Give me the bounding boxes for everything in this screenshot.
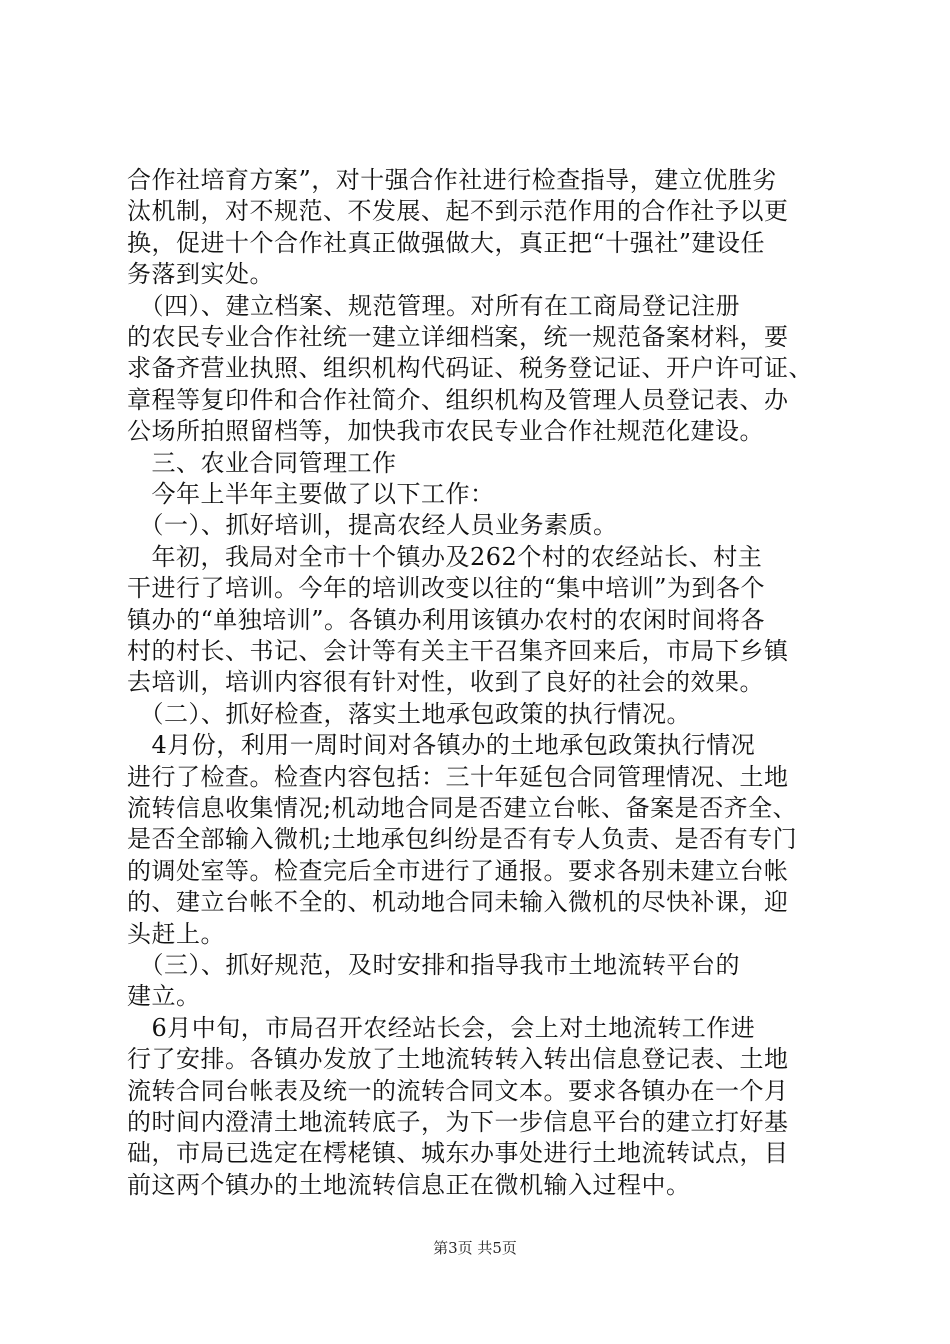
text-line: 4月份，利用一周时间对各镇办的土地承包政策执行情况 <box>127 731 756 760</box>
text-line: 章程等复印件和合作社简介、组织机构及管理人员登记表、办 <box>127 385 789 414</box>
text-line: 合作社培育方案”，对十强合作社进行检查指导，建立优胜劣 <box>127 166 777 194</box>
text-line: 镇办的“单独培训”。各镇办利用该镇办农村的农闲时间将各 <box>127 605 766 634</box>
text-line: 务落到实处。 <box>127 260 274 289</box>
text-line: 前这两个镇办的土地流转信息正在微机输入过程中。 <box>127 1170 691 1199</box>
text-line: 今年上半年主要做了以下工作： <box>127 480 495 508</box>
page-footer: 第3页 共5页 <box>433 1239 517 1257</box>
text-line: 头赶上。 <box>127 919 225 948</box>
text-line: （四）、建立档案、规范管理。对所有在工商局登记注册 <box>127 291 740 320</box>
text-line: 的时间内澄清土地流转底子，为下一步信息平台的建立打好基 <box>127 1108 789 1136</box>
text-line: 的农民专业合作社统一建立详细档案，统一规范备案材料，要 <box>127 323 789 351</box>
text-line: 去培训，培训内容很有针对性，收到了良好的社会的效果。 <box>127 668 764 697</box>
subsection-heading: （三）、抓好规范，及时安排和指导我市土地流转平台的 <box>127 951 740 979</box>
text-line: 汰机制，对不规范、不发展、起不到示范作用的合作社予以更 <box>127 197 789 226</box>
text-line: 流转信息收集情况;机动地合同是否建立台帐、备案是否齐全、 <box>127 794 798 822</box>
text-line: 是否全部输入微机;土地承包纠纷是否有专人负责、是否有专门 <box>127 825 798 854</box>
text-line: 行了安排。各镇办发放了土地流转转入转出信息登记表、土地 <box>127 1045 789 1074</box>
text-line: 公场所拍照留档等，加快我市农民专业合作社规范化建设。 <box>127 417 764 446</box>
text-line: 的调处室等。检查完后全市进行了通报。要求各别未建立台帐 <box>127 856 789 885</box>
subsection-heading: （一）、抓好培训，提高农经人员业务素质。 <box>127 511 618 540</box>
text-line: 村的村长、书记、会计等有关主干召集齐回来后，市局下乡镇 <box>127 637 789 665</box>
text-line: 础，市局已选定在樗栳镇、城东办事处进行土地流转试点，目 <box>127 1139 789 1168</box>
text-line: 6月中旬，市局召开农经站长会，会上对土地流转工作进 <box>127 1013 756 1042</box>
text-line: 进行了检查。检查内容包括：三十年延包合同管理情况、土地 <box>127 762 789 791</box>
section-heading: 三、农业合同管理工作 <box>127 448 397 477</box>
text-line: 换，促进十个合作社真正做强做大，真正把“十强社”建设任 <box>127 228 766 257</box>
text-line: 干进行了培训。今年的培训改变以往的“集中培训”为到各个 <box>127 574 766 603</box>
text-line: 年初，我局对全市十个镇办及262个村的农经站长、村主 <box>127 542 763 571</box>
text-line: 的、建立台帐不全的、机动地合同未输入微机的尽快补课，迎 <box>127 888 789 917</box>
text-line: 求备齐营业执照、组织机构代码证、税务登记证、开户许可证、 <box>127 354 813 383</box>
subsection-heading: （二）、抓好检查，落实土地承包政策的执行情况。 <box>127 699 691 728</box>
text-line: 建立。 <box>127 982 201 1011</box>
text-line: 流转合同台帐表及统一的流转合同文本。要求各镇办在一个月 <box>127 1076 789 1105</box>
